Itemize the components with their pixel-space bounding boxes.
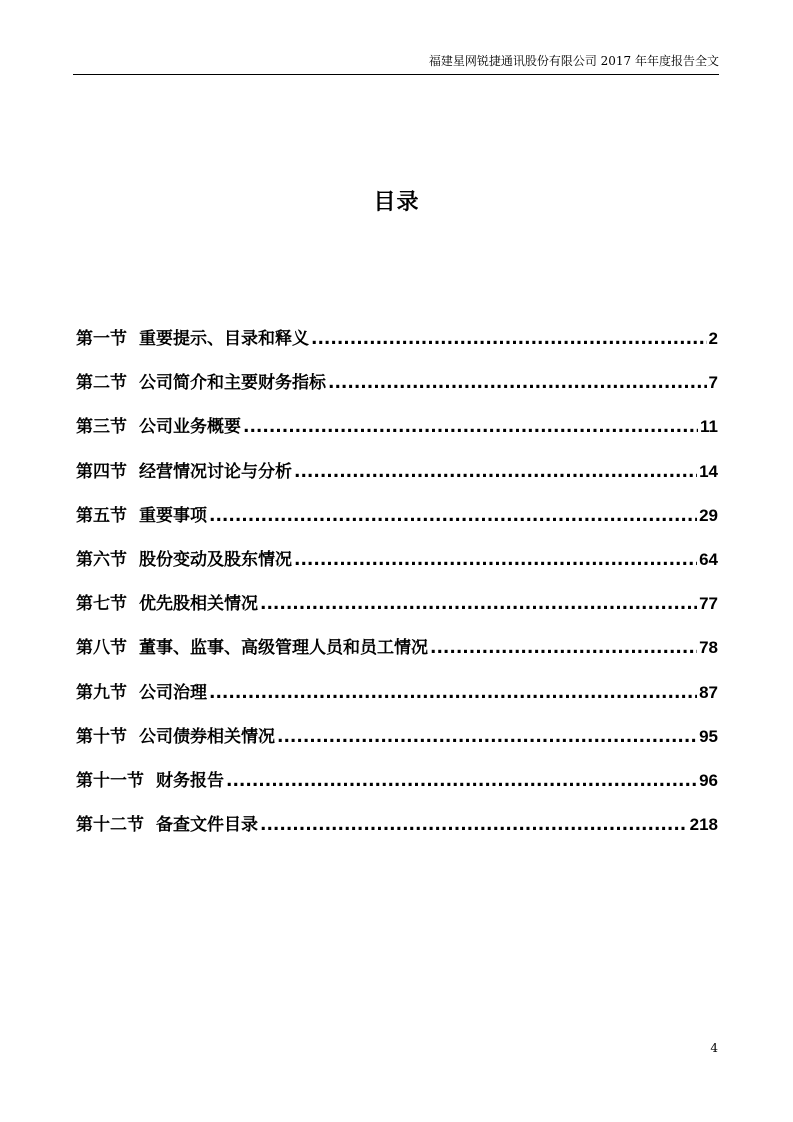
toc-section-title: 优先股相关情况 [139,594,258,615]
toc-entry[interactable] [76,680,718,724]
toc-entry[interactable] [76,768,718,812]
toc-dot-leader [209,680,697,706]
toc-page-number: 218 [689,815,718,835]
toc-entry[interactable] [76,414,718,458]
toc-section-title: 财务报告 [156,770,224,791]
toc-entry[interactable] [76,547,718,591]
toc-section-number: 第五节 [76,505,127,526]
toc-section-number: 第九节 [76,682,127,703]
toc-section-number: 第一节 [76,329,127,349]
toc-section-number: 第八节 [76,638,127,659]
running-header: 福建星网锐捷通讯股份有限公司 2017 年年度报告全文 [73,54,719,75]
page-number: 4 [710,1041,718,1055]
table-of-contents [76,326,718,856]
toc-section-title: 经营情况讨论与分析 [139,461,292,482]
toc-entry[interactable] [76,503,718,547]
toc-page-number: 11 [700,417,718,437]
toc-entry[interactable] [76,326,718,370]
toc-page-number: 95 [699,726,718,746]
toc-dot-leader [294,547,697,573]
toc-page-number: 78 [699,638,718,658]
toc-section-number: 第十二节 [76,815,144,836]
toc-section-title: 公司业务概要 [139,417,241,438]
toc-section-number: 第三节 [76,417,127,438]
toc-entry[interactable] [76,459,718,503]
toc-dot-leader [260,591,697,617]
toc-dot-leader [277,724,697,750]
toc-dot-leader [226,768,697,794]
toc-section-title: 董事、监事、高级管理人员和员工情况 [139,638,428,659]
toc-section-title: 公司治理 [139,682,207,703]
toc-section-title: 备查文件目录 [156,815,258,836]
toc-section-title: 股份变动及股东情况 [139,549,292,570]
toc-dot-leader [260,812,688,838]
toc-page-number: 77 [699,594,718,614]
toc-entry[interactable] [76,635,718,679]
toc-dot-leader [243,414,698,440]
toc-entry[interactable] [76,370,718,414]
toc-dot-leader [209,503,697,529]
toc-dot-leader [430,635,697,661]
toc-section-number: 第四节 [76,461,127,482]
toc-page-number: 7 [708,373,718,393]
toc-entry[interactable] [76,591,718,635]
toc-page-number: 87 [699,682,718,702]
toc-page-number: 14 [699,461,718,481]
toc-page-number: 64 [699,549,718,569]
toc-section-number: 第十一节 [76,770,144,791]
toc-page-number: 2 [708,329,718,348]
toc-entry[interactable] [76,724,718,768]
toc-page-number: 96 [699,770,718,790]
toc-section-number: 第二节 [76,373,127,394]
toc-section-title: 公司债券相关情况 [139,726,275,747]
toc-dot-leader [311,326,707,352]
toc-page-number: 29 [699,505,718,525]
toc-dot-leader [328,370,707,396]
toc-section-number: 第七节 [76,594,127,615]
toc-section-number: 第十节 [76,726,127,747]
page-title: 目录 [373,190,420,215]
toc-section-number: 第六节 [76,549,127,570]
toc-section-title: 重要提示、目录和释义 [139,329,309,349]
toc-dot-leader [294,459,697,485]
toc-entry[interactable] [76,812,718,856]
toc-section-title: 公司简介和主要财务指标 [139,373,326,394]
toc-section-title: 重要事项 [139,505,207,526]
